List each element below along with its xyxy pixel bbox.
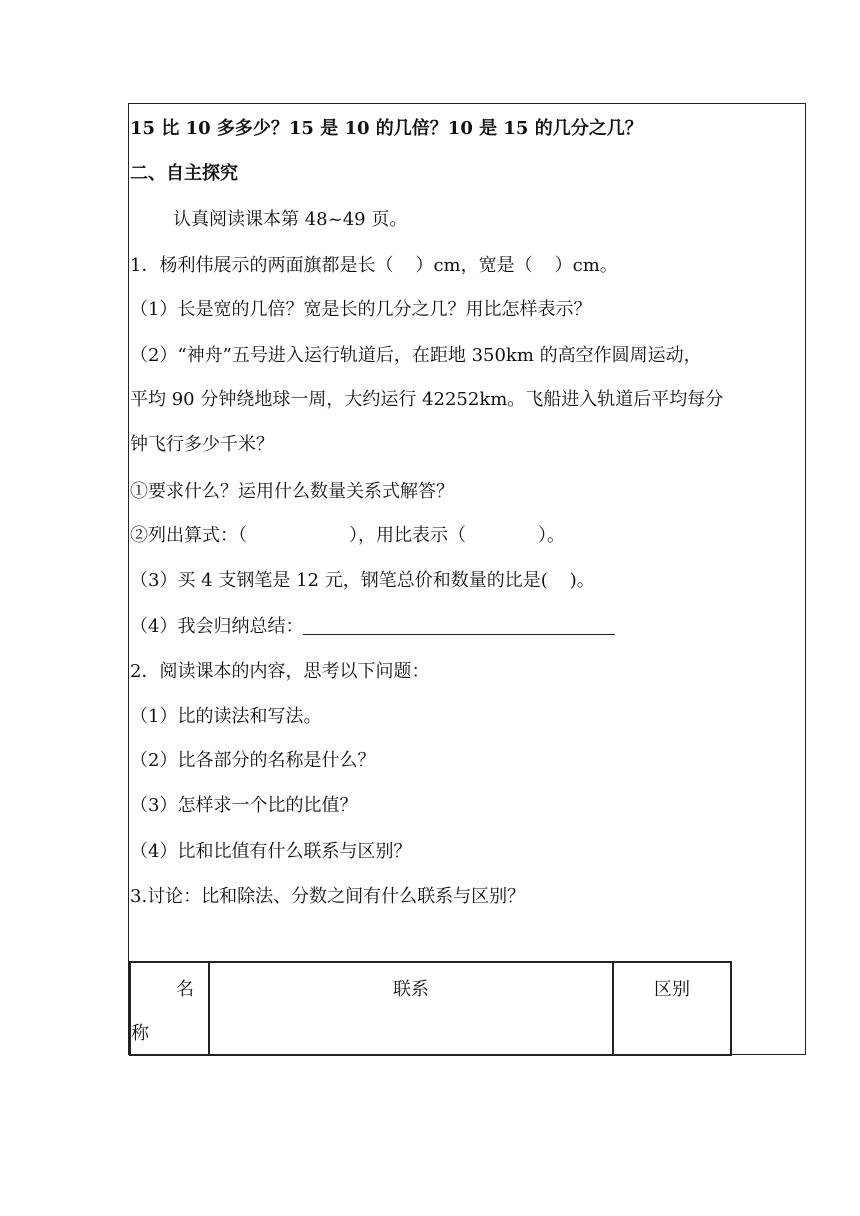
table-cell-name (130, 962, 209, 1055)
intro-question: 15 比 10 多多少？15 是 10 的几倍？10 是 15 的几分之几？ (130, 118, 643, 139)
question-2: 2．阅读课本的内容，思考以下问题： (130, 661, 430, 682)
question-2-1: （1）比的读法和写法。 (130, 706, 322, 727)
table-cell-difference[interactable] (613, 962, 731, 1055)
question-1-4-label: （4）我会归纳总结： (130, 616, 304, 637)
summary-underline-blank[interactable] (303, 616, 615, 635)
sub-question-circle-2-part-a: ②列出算式：（ (130, 525, 247, 546)
sub-question-circle-2-part-b: ），用比表示（ (349, 525, 466, 546)
table-header-name-part-1: 名 (176, 979, 194, 1000)
question-1 (130, 254, 618, 278)
question-1-3 (130, 569, 595, 593)
sub-question-circle-1: ①要求什么？运用什么数量关系式解答？ (130, 481, 454, 502)
table-header-difference: 区别 (654, 979, 690, 1000)
question-1-part-a: 1．杨利伟展示的两面旗都是长（ (130, 255, 394, 276)
question-1-4 (130, 615, 615, 639)
table-cell-relation[interactable] (209, 962, 613, 1055)
comparison-table (129, 961, 732, 1056)
question-3: 3.讨论：比和除法、分数之间有什么联系与区别？ (130, 886, 526, 907)
table-header-relation: 联系 (393, 979, 429, 1000)
question-1-1: （1）长是宽的几倍？宽是长的几分之几？用比怎样表示？ (130, 299, 592, 320)
question-1-3-part-b: )。 (569, 570, 595, 591)
question-1-part-b: ）cm，宽是（ (415, 255, 533, 276)
question-2-4: （4）比和比值有什么联系与区别？ (130, 841, 412, 862)
sub-question-circle-2-part-c: ）。 (538, 525, 565, 546)
question-2-3: （3）怎样求一个比的比值？ (130, 795, 358, 816)
table-header-name-part-2: 称 (131, 1023, 149, 1044)
question-1-3-part-a: （3）买 4 支钢笔是 12 元，钢笔总价和数量的比是( (130, 570, 548, 591)
reading-instruction: 认真阅读课本第 48~49 页。 (173, 209, 408, 230)
question-1-2-line-1: （2）“神舟”五号进入运行轨道后，在距地 350km 的高空作圆周运动， (130, 345, 702, 366)
question-2-2: （2）比各部分的名称是什么？ (130, 750, 376, 771)
sub-question-circle-2 (130, 524, 565, 548)
section-heading: 二、自主探究 (130, 163, 238, 184)
question-1-2-line-2: 平均 90 分钟绕地球一周，大约运行 42252km。飞船进入轨道后平均每分 (130, 389, 724, 410)
question-1-part-c: ）cm。 (554, 255, 618, 276)
question-1-2-line-3: 钟飞行多少千米？ (130, 434, 274, 455)
